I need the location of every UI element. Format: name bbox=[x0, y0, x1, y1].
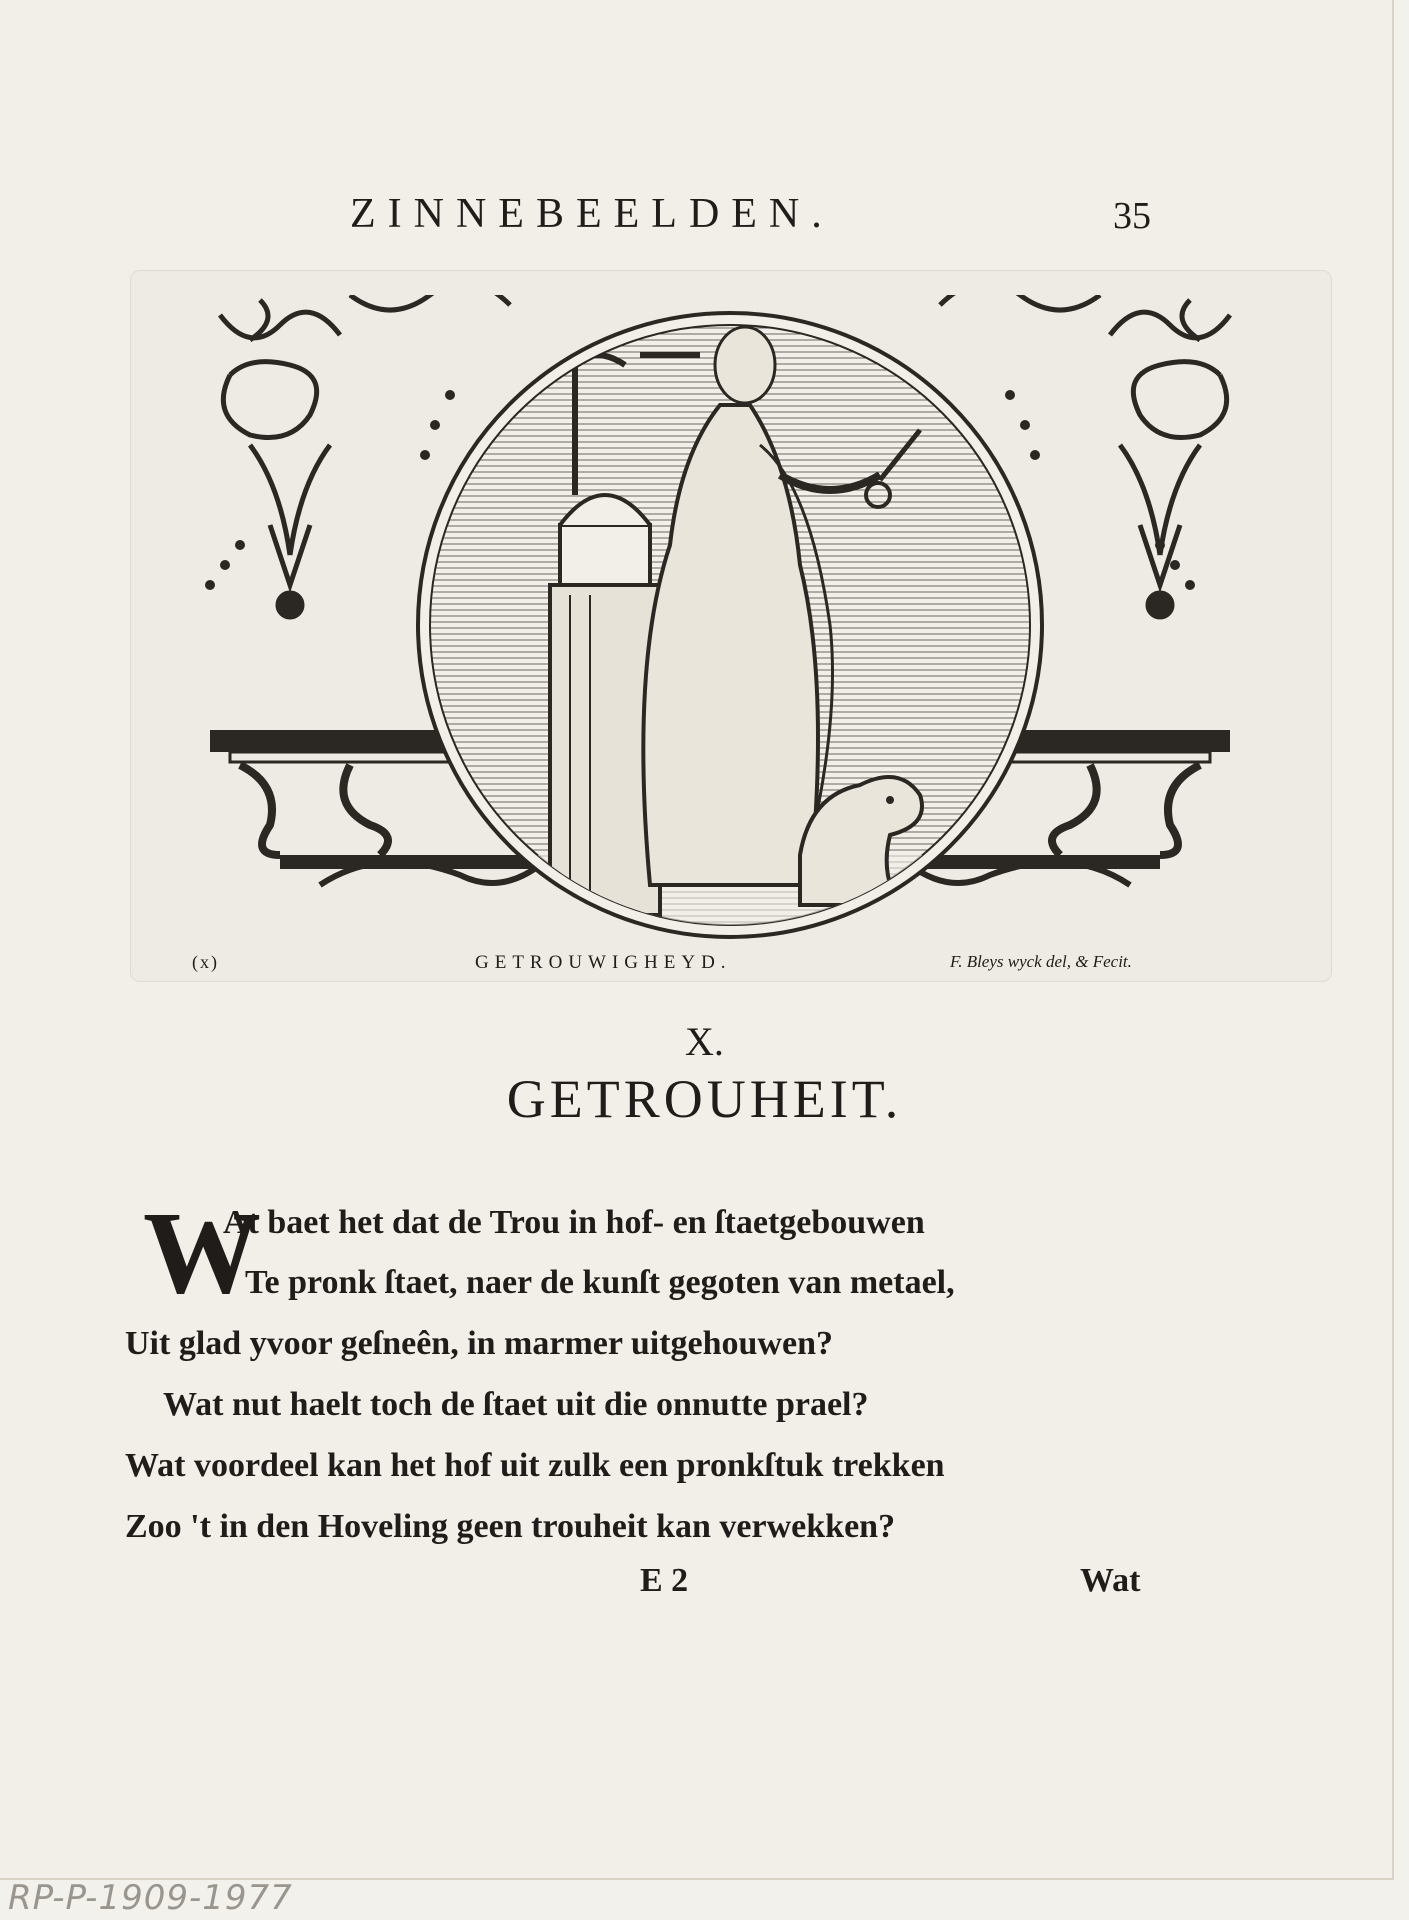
poem-line: Wat voordeel kan het hof uit zulk een pronkſtuk trekken bbox=[125, 1447, 945, 1484]
section-number: X. bbox=[685, 1019, 724, 1064]
running-header bbox=[0, 190, 1409, 250]
section-title: GETROUHEIT. bbox=[506, 1069, 903, 1129]
emblem-engraving bbox=[200, 295, 1250, 945]
poem-line: At baet het dat de Trou in hof- en ſtaetgebouwen bbox=[223, 1204, 925, 1241]
running-title: ZINNEBEELDEN. bbox=[350, 191, 834, 237]
poem-line: Uit glad yvoor geſneên, in marmer uitgehouwen? bbox=[125, 1325, 833, 1362]
inventory-number: RP-P-1909-1977 bbox=[8, 1878, 293, 1918]
engraver-credit: F. Bleys wyck del, & Fecit. bbox=[950, 952, 1132, 971]
medallion bbox=[205, 313, 1195, 945]
page-number: 35 bbox=[1113, 195, 1151, 237]
plate-caption: GETROUWIGHEYD. bbox=[475, 952, 732, 973]
catchword: Wat bbox=[1080, 1562, 1141, 1599]
poem-line: Wat nut haelt toch de ſtaet uit die onnutte prael? bbox=[163, 1386, 869, 1423]
drop-cap: W bbox=[143, 1187, 259, 1318]
plate-number: (x) bbox=[192, 952, 219, 972]
poem-line: Te pronk ſtaet, naer de kunſt gegoten van metael, bbox=[245, 1264, 955, 1301]
signature-mark: E 2 bbox=[640, 1562, 689, 1599]
poem-line: Zoo 't in den Hoveling geen trouheit kan verwekken? bbox=[125, 1508, 896, 1545]
plate-caption-row bbox=[0, 952, 1409, 982]
